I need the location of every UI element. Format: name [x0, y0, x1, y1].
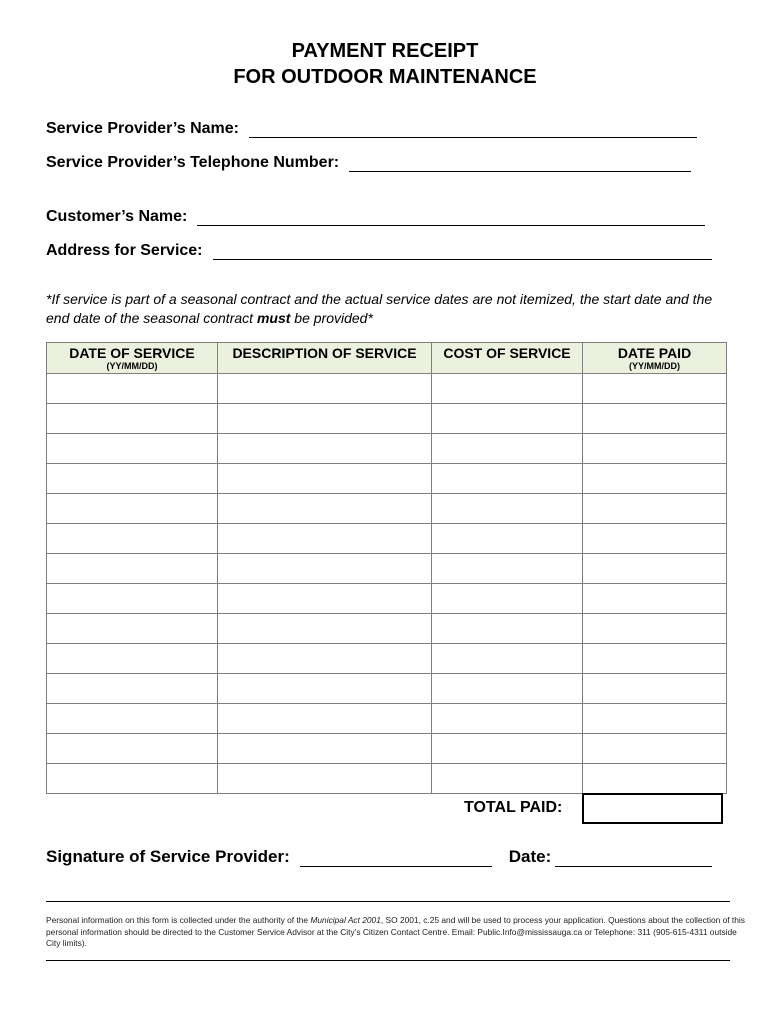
table-cell[interactable] — [218, 764, 432, 794]
total-paid-label: TOTAL PAID: — [464, 799, 563, 816]
table-cell[interactable] — [47, 464, 218, 494]
seasonal-contract-note — [46, 290, 736, 328]
table-cell[interactable] — [218, 614, 432, 644]
address-label: Address for Service: — [46, 242, 203, 259]
table-cell[interactable] — [432, 554, 583, 584]
table-cell[interactable] — [583, 584, 727, 614]
column-header-label: DATE OF SERVICE — [69, 345, 195, 361]
table-cell[interactable] — [583, 404, 727, 434]
address-field — [46, 242, 712, 260]
footer-bottom-rule — [46, 960, 730, 961]
provider-phone-field — [46, 154, 691, 172]
table-cell[interactable] — [432, 584, 583, 614]
provider-phone-label: Service Provider’s Telephone Number: — [46, 154, 340, 171]
column-header-label: DATE PAID — [617, 345, 692, 361]
note-text-1: *If service is part of a seasonal contract and the actual service dates are not itemized, the start date and the end date of the seasonal contract — [46, 291, 713, 326]
signature-row — [46, 847, 712, 867]
table-cell[interactable] — [583, 374, 727, 404]
table-cell[interactable] — [432, 764, 583, 794]
column-header — [47, 343, 218, 374]
provider-phone-line[interactable] — [349, 155, 691, 172]
signature-date-label: Date: — [508, 847, 552, 866]
table-row — [47, 404, 727, 434]
table-cell[interactable] — [218, 494, 432, 524]
customer-name-line[interactable] — [197, 209, 705, 226]
table-cell[interactable] — [47, 374, 218, 404]
table-cell[interactable] — [218, 464, 432, 494]
table-row — [47, 434, 727, 464]
provider-name-line[interactable] — [249, 121, 697, 138]
table-cell[interactable] — [218, 434, 432, 464]
footer-top-rule — [46, 901, 730, 902]
table-cell[interactable] — [47, 614, 218, 644]
privacy-text-1: Personal information on this form is collected under the authority of the — [46, 915, 311, 925]
table-row — [47, 524, 727, 554]
table-cell[interactable] — [583, 644, 727, 674]
table-row — [47, 464, 727, 494]
table-row — [47, 704, 727, 734]
provider-name-field — [46, 120, 697, 138]
column-header-format: (YY/MM/DD) — [106, 361, 158, 371]
table-cell[interactable] — [218, 524, 432, 554]
table-cell[interactable] — [47, 584, 218, 614]
table-row — [47, 674, 727, 704]
table-cell[interactable] — [432, 674, 583, 704]
table-cell[interactable] — [47, 554, 218, 584]
table-row — [47, 374, 727, 404]
table-cell[interactable] — [583, 554, 727, 584]
table-cell[interactable] — [218, 704, 432, 734]
table-cell[interactable] — [218, 644, 432, 674]
table-cell[interactable] — [432, 734, 583, 764]
table-cell[interactable] — [47, 704, 218, 734]
table-cell[interactable] — [47, 764, 218, 794]
customer-name-field — [46, 208, 705, 226]
table-cell[interactable] — [47, 734, 218, 764]
table-cell[interactable] — [432, 374, 583, 404]
provider-name-label: Service Provider’s Name: — [46, 120, 239, 137]
form-title-line-1: PAYMENT RECEIPT — [291, 40, 479, 62]
table-cell[interactable] — [218, 734, 432, 764]
column-header-label: DESCRIPTION OF SERVICE — [232, 345, 417, 361]
table-cell[interactable] — [218, 584, 432, 614]
table-row — [47, 734, 727, 764]
column-header — [583, 343, 727, 374]
note-text-2: be provided* — [290, 310, 373, 326]
table-cell[interactable] — [432, 644, 583, 674]
table-cell[interactable] — [583, 734, 727, 764]
table-cell[interactable] — [583, 674, 727, 704]
table-cell[interactable] — [432, 464, 583, 494]
privacy-notice — [46, 915, 746, 950]
table-cell[interactable] — [218, 374, 432, 404]
table-cell[interactable] — [218, 404, 432, 434]
table-cell[interactable] — [47, 524, 218, 554]
signature-date-line[interactable] — [555, 849, 712, 867]
privacy-text-2: , SO 2001, c.25 and will be used to process your application. Questions about the collection of this personal information should be directed to the Customer Service Advisor at the City’s Citizen Contact Centre. Email: Public.Info@mississauga.ca or Telephone: 311 (905-615-4311 outside City limits). — [46, 915, 745, 948]
table-row — [47, 554, 727, 584]
table-cell[interactable] — [47, 404, 218, 434]
total-paid-box[interactable] — [582, 793, 723, 824]
table-row — [47, 764, 727, 794]
table-cell[interactable] — [47, 494, 218, 524]
note-emphasis: must — [256, 310, 291, 326]
table-row — [47, 614, 727, 644]
table-cell[interactable] — [583, 764, 727, 794]
signature-label: Signature of Service Provider: — [46, 847, 290, 866]
table-cell[interactable] — [583, 494, 727, 524]
form-title-line-2: FOR OUTDOOR MAINTENANCE — [233, 66, 537, 88]
privacy-act-name: Municipal Act 2001 — [310, 915, 381, 925]
table-cell[interactable] — [432, 614, 583, 644]
customer-name-label: Customer’s Name: — [46, 208, 188, 225]
table-cell[interactable] — [583, 434, 727, 464]
table-row — [47, 494, 727, 524]
table-cell[interactable] — [218, 554, 432, 584]
table-cell[interactable] — [218, 674, 432, 704]
column-header — [432, 343, 583, 374]
table-body — [47, 374, 727, 794]
table-cell[interactable] — [583, 704, 727, 734]
table-cell[interactable] — [432, 434, 583, 464]
service-table — [46, 342, 727, 794]
table-cell[interactable] — [583, 464, 727, 494]
table-cell[interactable] — [47, 434, 218, 464]
table-header-row — [47, 343, 727, 374]
table-row — [47, 584, 727, 614]
table-cell[interactable] — [432, 494, 583, 524]
table-row — [47, 644, 727, 674]
table-cell[interactable] — [583, 614, 727, 644]
table-cell[interactable] — [432, 524, 583, 554]
table-cell[interactable] — [47, 644, 218, 674]
address-line[interactable] — [213, 243, 712, 260]
column-header — [218, 343, 432, 374]
signature-line[interactable] — [300, 849, 492, 867]
column-header-label: COST OF SERVICE — [443, 345, 571, 361]
table-cell[interactable] — [432, 704, 583, 734]
table-cell[interactable] — [432, 404, 583, 434]
table-cell[interactable] — [583, 524, 727, 554]
column-header-format: (YY/MM/DD) — [629, 361, 680, 371]
table-cell[interactable] — [47, 674, 218, 704]
